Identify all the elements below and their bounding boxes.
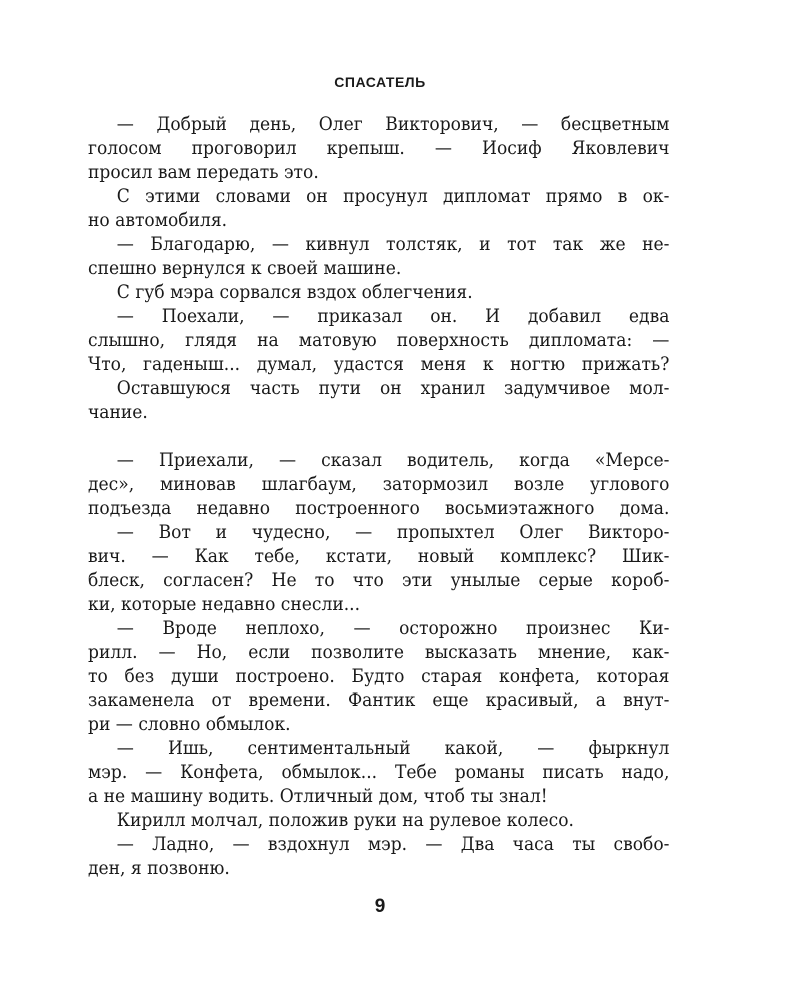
text-line: рилл. — Но, если позволите высказать мнение, как- bbox=[88, 641, 670, 663]
page-number: 9 bbox=[374, 896, 386, 917]
text-line: чание. bbox=[88, 401, 148, 423]
text-line: Оставшуюся часть пути он хранил задумчивое мол- bbox=[116, 377, 670, 399]
text-line: Кирилл молчал, положив руки на рулевое колесо. bbox=[116, 809, 574, 831]
text-line: ден, я позвоню. bbox=[88, 857, 230, 879]
text-line: ри — словно обмылок. bbox=[88, 713, 291, 735]
text-line: — Приехали, — сказал водитель, когда «Мерсе- bbox=[116, 449, 670, 471]
text-line: — Благодарю, — кивнул толстяк, и тот так же не- bbox=[116, 233, 670, 255]
text-line: а не машину водить. Отличный дом, чтоб ты знал! bbox=[88, 785, 548, 807]
text-line: — Добрый день, Олег Викторович, — бесцветным bbox=[116, 113, 670, 135]
section-break bbox=[88, 424, 669, 448]
text-line: голосом проговорил крепыш. — Иосиф Яковлевич bbox=[88, 137, 670, 159]
text-line: блеск, согласен? Не то что эти унылые серые короб- bbox=[88, 569, 670, 591]
running-head: СПАСАТЕЛЬ bbox=[334, 74, 426, 90]
text-line: вич. — Как тебе, кстати, новый комплекс? Шик- bbox=[88, 545, 670, 567]
text-line: — Ладно, — вздохнул мэр. — Два часа ты свобо- bbox=[116, 833, 670, 855]
text-line: — Вроде неплохо, — осторожно произнес Ки- bbox=[116, 617, 670, 639]
text-line: спешно вернулся к своей машине. bbox=[88, 257, 402, 279]
text-line: закаменела от времени. Фантик еще красивый, а внут- bbox=[88, 689, 670, 711]
text-line: С губ мэра сорвался вздох облегчения. bbox=[116, 281, 473, 303]
text-line: С этими словами он просунул дипломат прямо в ок- bbox=[116, 185, 670, 207]
text-line: просил вам передать это. bbox=[88, 161, 319, 183]
text-line: Что, гаденыш... думал, удастся меня к ногтю прижать? bbox=[88, 353, 670, 375]
text-line: дес», миновав шлагбаум, затормозил возле углового bbox=[88, 473, 670, 495]
text-line: — Поехали, — приказал он. И добавил едва bbox=[116, 305, 670, 327]
text-line: слышно, глядя на матовую поверхность дипломата: — bbox=[88, 329, 670, 351]
text-line: — Ишь, сентиментальный какой, — фыркнул bbox=[116, 737, 670, 759]
text-line: но автомобиля. bbox=[88, 209, 228, 231]
body-text bbox=[88, 112, 669, 880]
text-line: — Вот и чудесно, — пропыхтел Олег Викторо- bbox=[116, 521, 670, 543]
text-line: то без души построено. Будто старая конфета, которая bbox=[88, 665, 670, 687]
text-line: подъезда недавно построенного восьмиэтажного дома. bbox=[88, 497, 670, 519]
text-line: мэр. — Конфета, обмылок... Тебе романы писать надо, bbox=[88, 761, 670, 783]
text-line: ки, которые недавно снесли... bbox=[88, 593, 361, 615]
